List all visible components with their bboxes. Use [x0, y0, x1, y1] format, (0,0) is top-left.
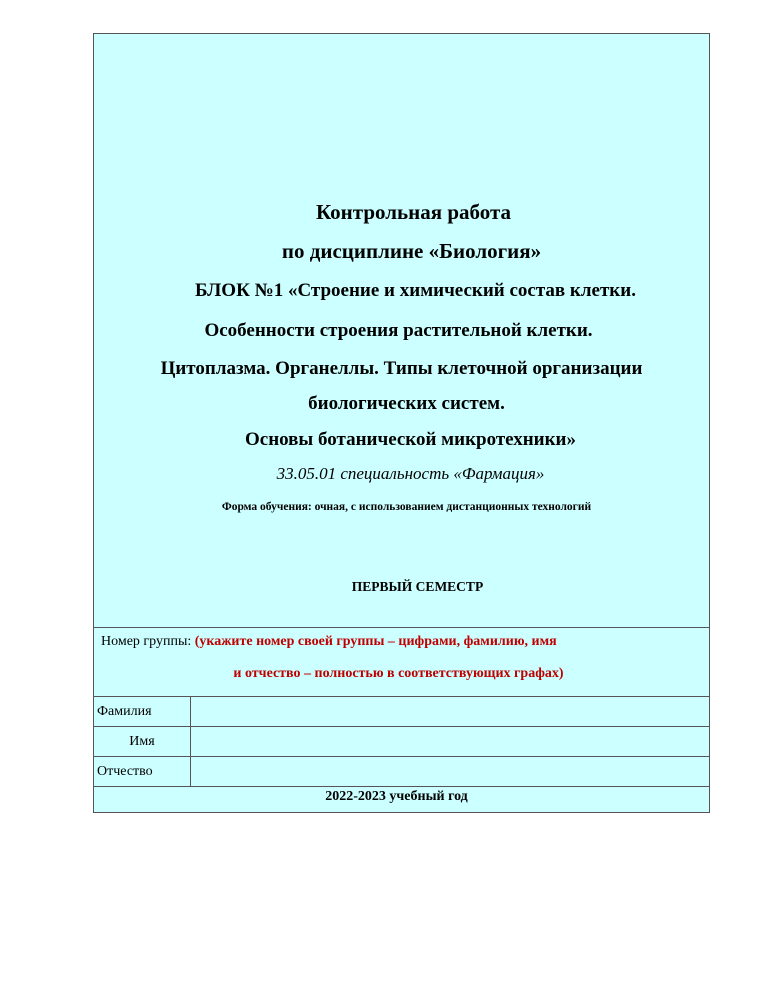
title-page-table: [93, 33, 710, 813]
surname-field[interactable]: [191, 697, 709, 726]
patronymic-field[interactable]: [191, 757, 709, 786]
first-name-row: [94, 727, 709, 757]
block-title-line-1: БЛОК №1 «Строение и химический состав клетки.: [195, 280, 636, 301]
specialty-line: 33.05.01 специальность «Фармация»: [276, 464, 545, 483]
block-title-line-2: Особенности строения растительной клетки.: [204, 320, 593, 341]
first-name-label: Имя: [94, 727, 191, 756]
group-instruction-part-2: и отчество – полностью в соответствующих графах): [233, 666, 564, 681]
group-number-label: Номер группы:: [101, 634, 192, 649]
group-number-line-1: [101, 634, 557, 650]
group-instruction-part-1: (укажите номер своей группы – цифрами, фамилию, имя: [194, 634, 557, 649]
academic-year: 2022-2023 учебный год: [325, 789, 468, 804]
first-name-field[interactable]: [191, 727, 709, 756]
surname-label: Фамилия: [94, 697, 191, 726]
block-title-line-5: Основы ботанической микротехники»: [244, 429, 577, 450]
semester-heading: ПЕРВЫЙ СЕМЕСТР: [351, 579, 484, 594]
block-title-line-3: Цитоплазма. Органеллы. Типы клеточной организации: [160, 358, 643, 379]
patronymic-row: [94, 757, 709, 787]
surname-row: [94, 697, 709, 727]
patronymic-label: Отчество: [94, 757, 191, 786]
block-title-line-4: биологических систем.: [308, 393, 505, 414]
group-number-row[interactable]: [94, 628, 709, 697]
document-title: Контрольная работа: [315, 200, 512, 224]
discipline-title: по дисциплине «Биология»: [281, 239, 542, 263]
study-form-line: Форма обучения: очная, с использованием дистанционных технологий: [221, 501, 592, 513]
title-block: [94, 34, 709, 628]
